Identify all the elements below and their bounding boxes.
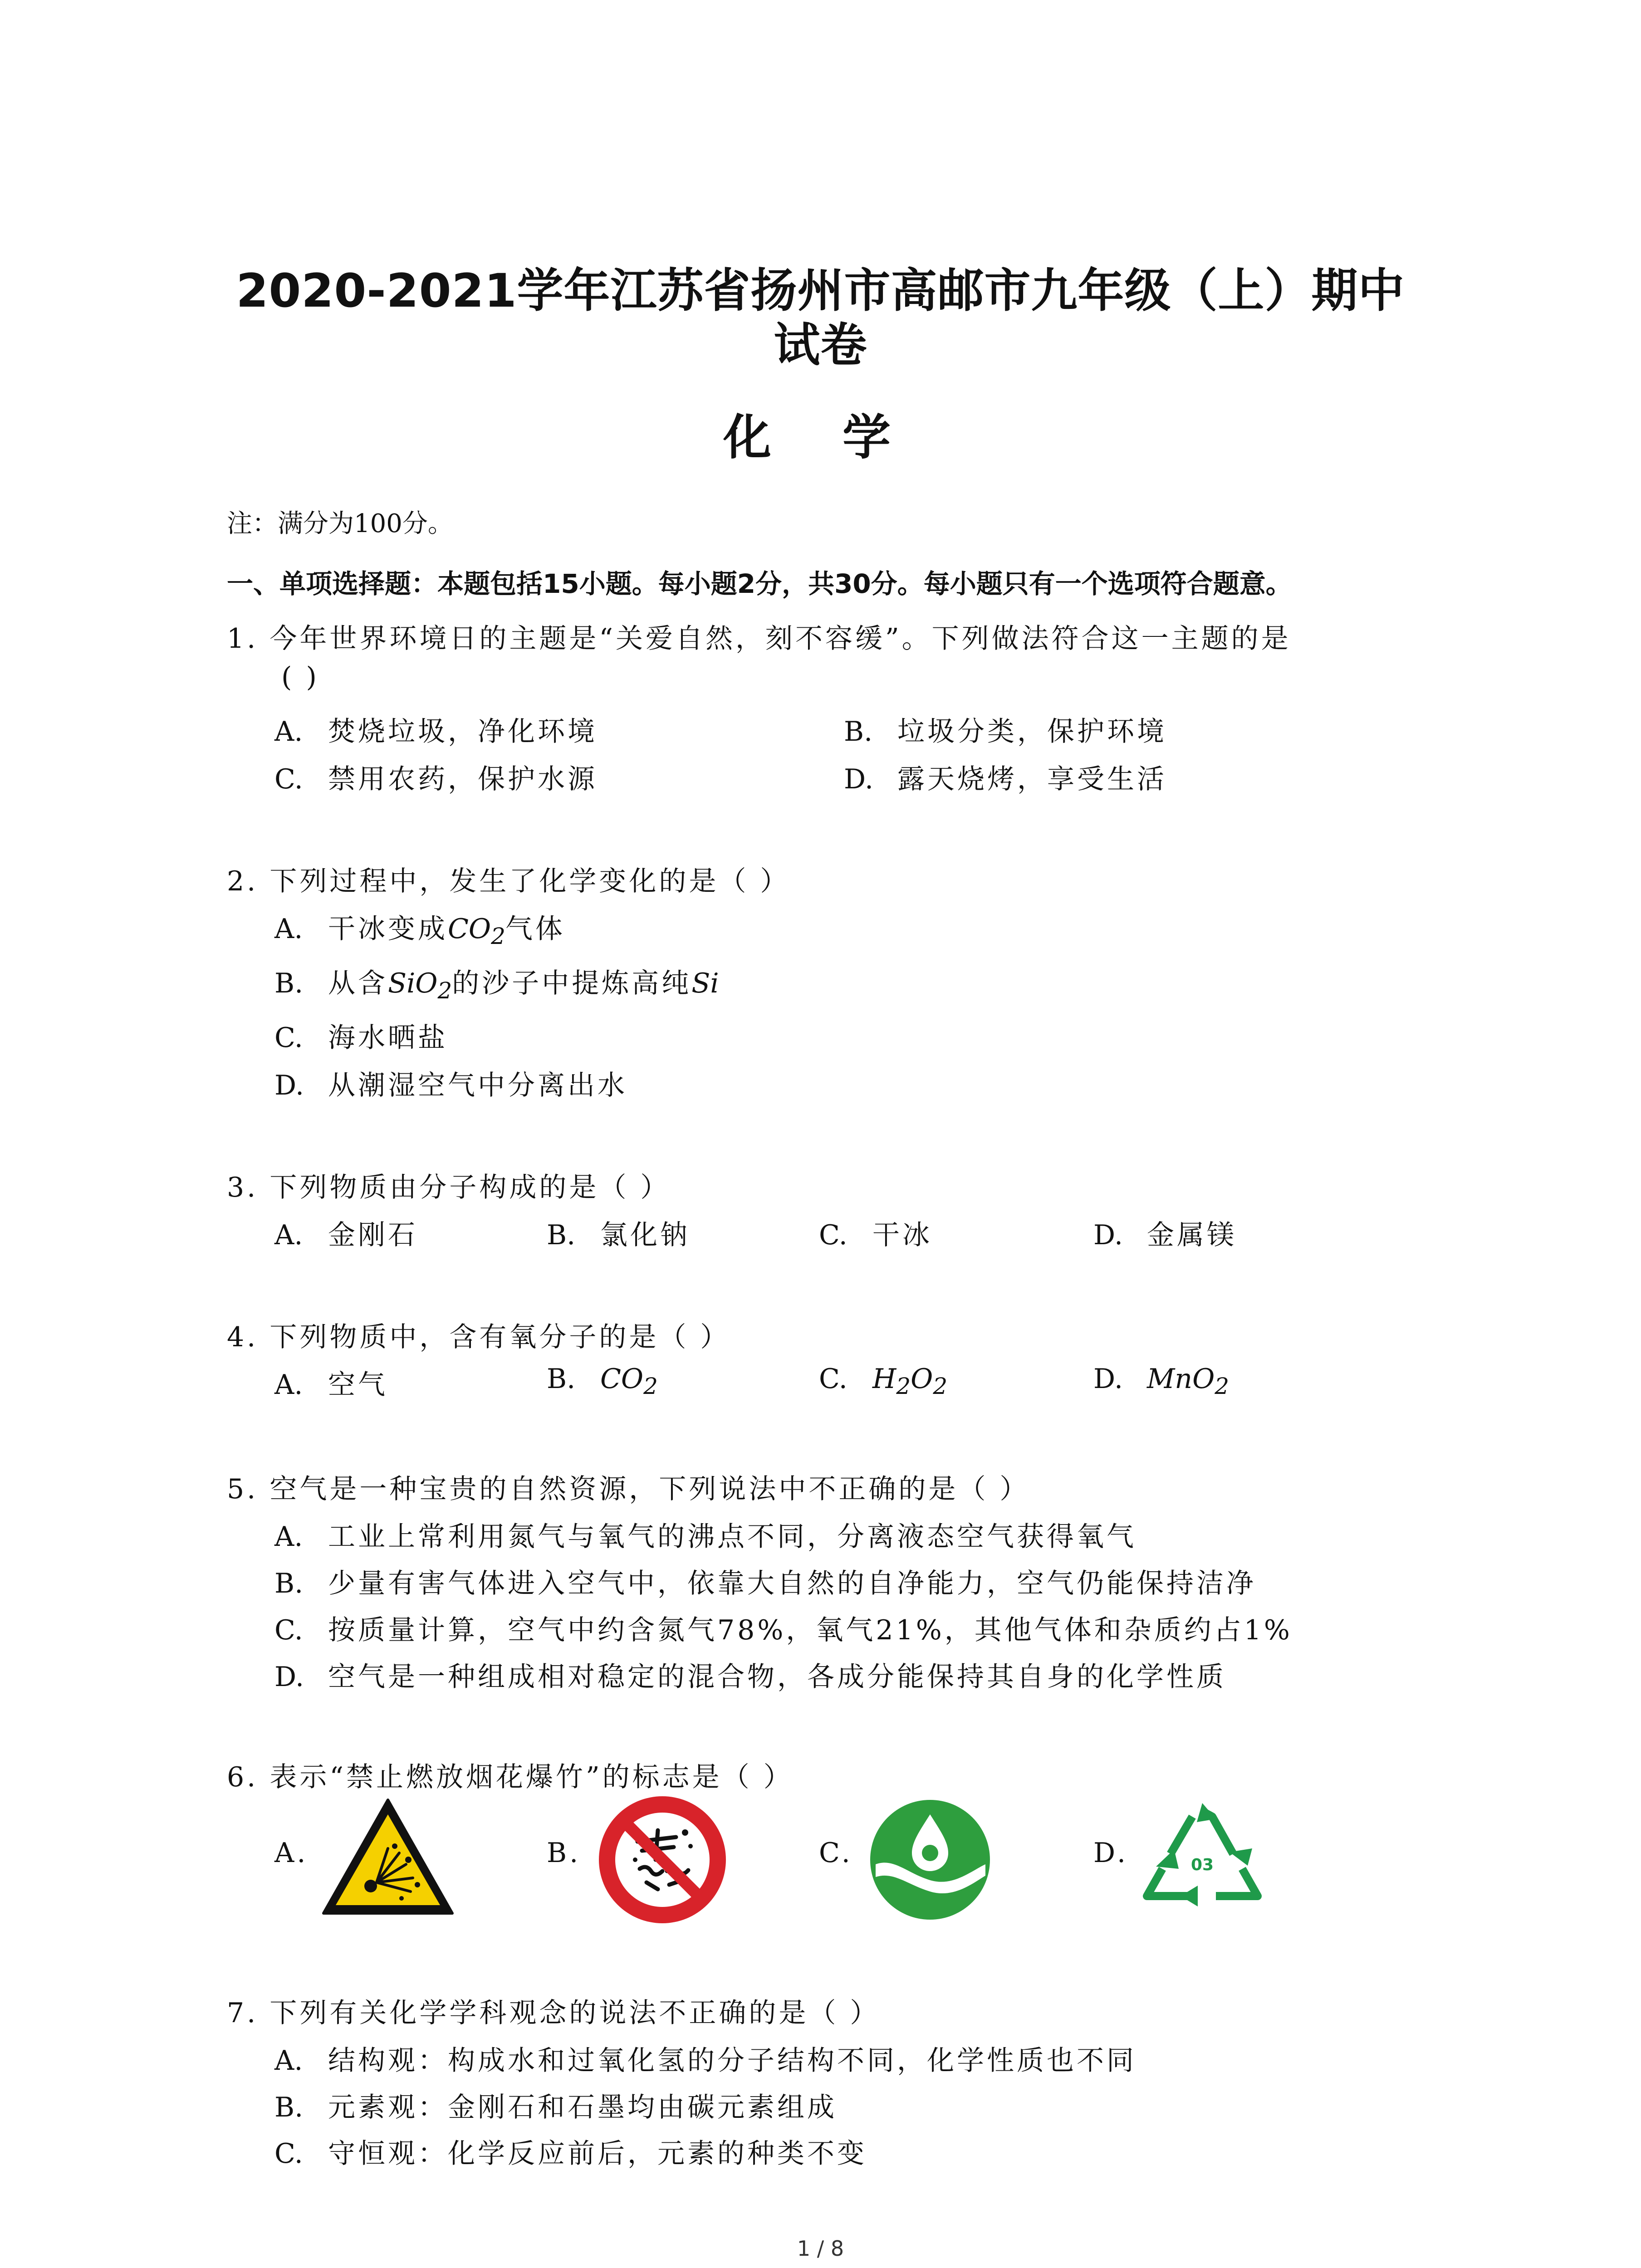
question-7-stem: 7. 下列有关化学学科观念的说法不正确的是（ ） (227, 1997, 880, 2029)
question-5-option-b: B. 少量有害气体进入空气中，依靠大自然的自净能力，空气仍能保持洁净 (274, 1568, 1256, 1599)
question-1-stem: 1. 今年世界环境日的主题是“关爱自然，刻不容缓”。下列做法符合这一主题的是 (227, 623, 1291, 655)
question-2-option-c: C. 海水晒盐 (274, 1022, 448, 1054)
question-3-option-c: C. 干冰 (819, 1219, 932, 1251)
question-3-stem: 3. 下列物质由分子构成的是（ ） (227, 1172, 671, 1203)
question-7-option-c: C. 守恒观：化学反应前后，元素的种类不变 (274, 2138, 867, 2170)
question-1-option-d: D. 露天烧烤，享受生活 (844, 763, 1167, 795)
question-6-option-a-label: A. (274, 1837, 309, 1869)
question-5-option-c: C. 按质量计算，空气中约含氮气78%，氧气21%，其他气体和杂质约占1% (274, 1614, 1293, 1646)
section-heading: 一、单项选择题：本题包括15小题。每小题2分，共30分。每小题只有一个选项符合题意。 (227, 568, 1292, 599)
question-4-option-b: B. $CO_2$ (547, 1363, 658, 1399)
page-number: 1 / 8 (797, 2236, 844, 2261)
question-3-option-b: B. 氯化钠 (547, 1219, 690, 1251)
question-5-option-a: A. 工业上常利用氮气与氧气的沸点不同，分离液态空气获得氧气 (274, 1521, 1136, 1553)
score-note: 注：满分为100分。 (227, 509, 453, 538)
question-2-stem: 2. 下列过程中，发生了化学变化的是（ ） (227, 865, 790, 897)
recycle-symbol-icon (1139, 1799, 1266, 1916)
question-2-option-a: A. 干冰变成$CO_2$气体 (274, 913, 565, 949)
question-6-option-c-label: C. (819, 1837, 853, 1869)
exam-title-line2: 试卷 (774, 318, 867, 372)
question-3-option-a: A. 金刚石 (274, 1219, 418, 1251)
question-4-option-d: D. MnO$_2$ (1093, 1363, 1230, 1399)
question-1-option-b: B. 垃圾分类，保护环境 (844, 716, 1167, 748)
question-7-option-a: A. 结构观：构成水和过氧化氢的分子结构不同，化学性质也不同 (274, 2045, 1136, 2077)
question-4-option-a: A. 空气 (274, 1369, 388, 1401)
question-1-paren: ( ) (281, 661, 319, 693)
question-2-option-d: D. 从潮湿空气中分离出水 (274, 1070, 627, 1101)
subject-title: 化 学 (723, 410, 918, 465)
question-7-option-b: B. 元素观：金刚石和石墨均由碳元素组成 (274, 2092, 837, 2123)
question-5-option-d: D. 空气是一种组成相对稳定的混合物，各成分能保持其自身的化学性质 (274, 1661, 1226, 1693)
question-5-stem: 5. 空气是一种宝贵的自然资源，下列说法中不正确的是（ ） (227, 1473, 1030, 1505)
water-saving-sign-icon (867, 1796, 994, 1923)
question-2-option-b: B. 从含SiO$_2$的沙子中提炼高纯Si (274, 968, 719, 1004)
question-3-option-d: D. 金属镁 (1093, 1219, 1237, 1251)
question-1-option-a: A. 焚烧垃圾，净化环境 (274, 716, 598, 748)
question-4-stem: 4. 下列物质中，含有氧分子的是（ ） (227, 1321, 730, 1353)
question-4-option-c: C. $H_2O_2$ (819, 1363, 948, 1399)
question-6-option-b-label: B. (547, 1837, 581, 1869)
question-1-option-c: C. 禁用农药，保护水源 (274, 763, 598, 795)
question-6-stem: 6. 表示“禁止燃放烟花爆竹”的标志是（ ） (227, 1761, 794, 1793)
recycle-code-label: 03 (1190, 1856, 1214, 1874)
exam-title-line1: 2020-2021学年江苏省扬州市高邮市九年级（上）期中 (236, 264, 1405, 318)
question-6-option-d-label: D. (1093, 1837, 1129, 1869)
explosive-warning-sign-icon (320, 1796, 456, 1919)
no-fireworks-sign-icon (594, 1792, 730, 1928)
